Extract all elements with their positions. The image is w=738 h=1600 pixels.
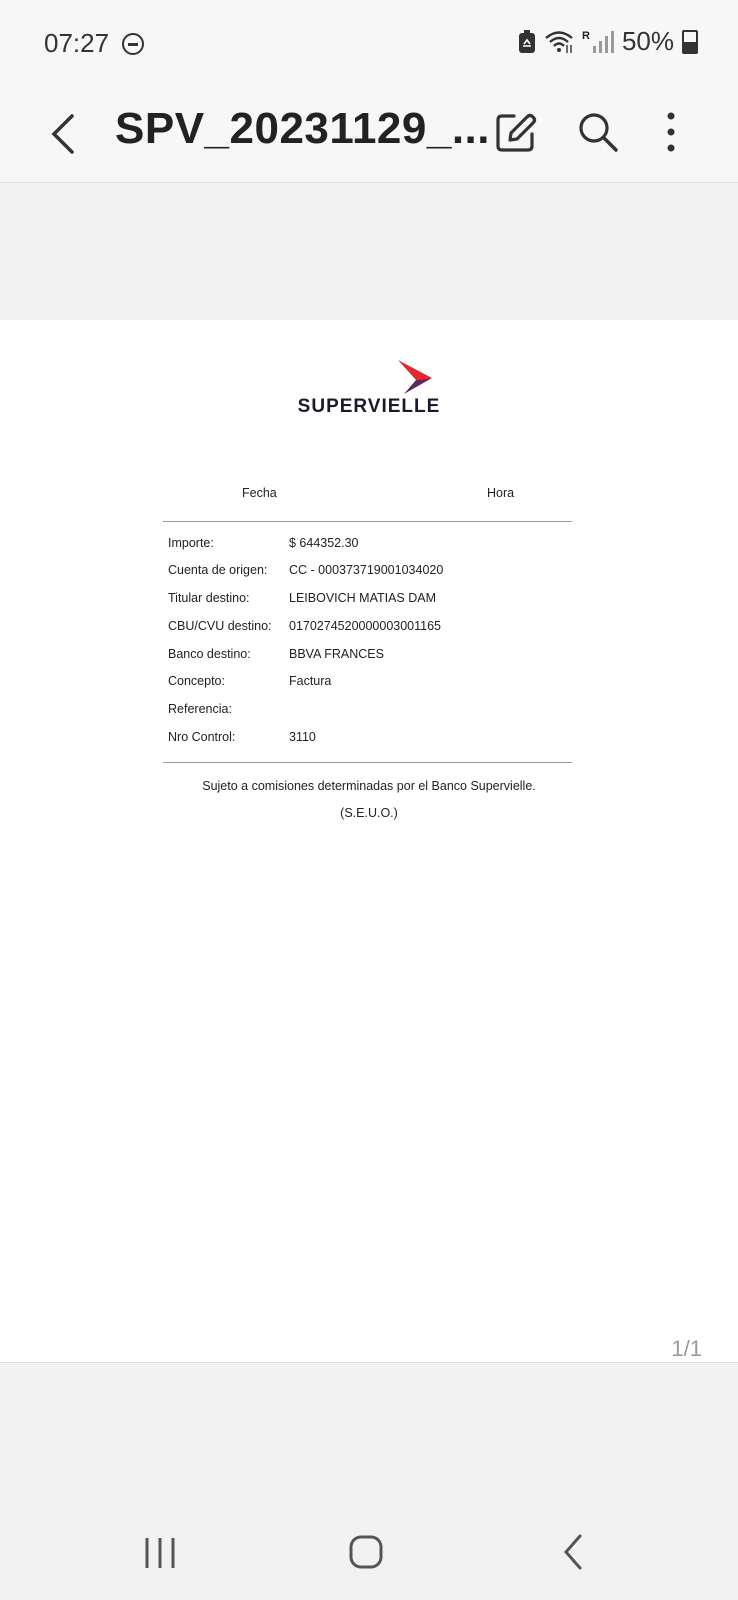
back-arrow-icon[interactable] bbox=[44, 108, 84, 160]
row-value: BBVA FRANCES bbox=[289, 647, 384, 661]
divider-bottom bbox=[163, 762, 572, 763]
recent-apps-icon[interactable] bbox=[130, 1530, 190, 1574]
wifi-icon bbox=[544, 29, 574, 55]
row-value: $ 644352.30 bbox=[289, 536, 359, 550]
battery-icon bbox=[682, 30, 698, 54]
supervielle-logo-icon bbox=[396, 360, 436, 398]
row-label: CBU/CVU destino: bbox=[168, 619, 272, 633]
battery-saver-icon bbox=[518, 30, 536, 54]
divider-top bbox=[163, 521, 572, 522]
pdf-page[interactable] bbox=[0, 320, 738, 1363]
app-bar bbox=[0, 86, 738, 183]
more-options-icon[interactable] bbox=[645, 106, 697, 158]
page-indicator: 1/1 bbox=[671, 1336, 702, 1361]
clock: 07:27 bbox=[44, 28, 110, 58]
do-not-disturb-icon bbox=[122, 33, 144, 55]
row-label: Nro Control: bbox=[168, 730, 236, 744]
hora-header: Hora bbox=[487, 486, 515, 500]
document-title: SPV_20231129_... bbox=[115, 104, 490, 153]
logo-text: SUPERVIELLE bbox=[297, 396, 441, 417]
battery-percentage: 50% bbox=[621, 26, 674, 56]
row-label: Banco destino: bbox=[168, 647, 251, 661]
back-icon[interactable] bbox=[544, 1530, 604, 1574]
row-label: Referencia: bbox=[168, 702, 232, 716]
edit-icon[interactable] bbox=[490, 106, 542, 158]
signal-icon bbox=[592, 30, 614, 54]
row-value: LEIBOVICH MATIAS DAM bbox=[289, 591, 437, 605]
row-label: Titular destino: bbox=[168, 591, 250, 605]
row-value: CC - 000373719001034020 bbox=[289, 563, 444, 577]
status-icons bbox=[518, 26, 698, 57]
disclaimer-text: Sujeto a comisiones determinadas por el Banco Supervielle. bbox=[202, 779, 536, 793]
navigation-bar bbox=[0, 1500, 738, 1600]
home-icon[interactable] bbox=[336, 1530, 396, 1574]
row-value: Factura bbox=[289, 674, 332, 688]
search-icon[interactable] bbox=[572, 106, 624, 158]
row-value: 3110 bbox=[289, 730, 316, 744]
row-label: Concepto: bbox=[168, 674, 225, 688]
row-label: Importe: bbox=[168, 536, 214, 550]
roaming-indicator: R bbox=[582, 29, 590, 42]
row-value: 0170274520000003001165 bbox=[289, 619, 442, 633]
seuo-text: (S.E.U.O.) bbox=[340, 806, 398, 820]
fecha-header: Fecha bbox=[242, 486, 277, 500]
row-label: Cuenta de origen: bbox=[168, 563, 268, 577]
status-bar bbox=[0, 0, 738, 86]
